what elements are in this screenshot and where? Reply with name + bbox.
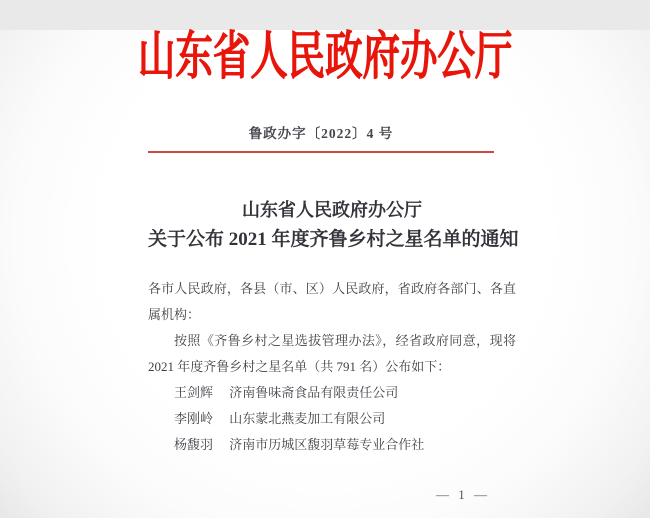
announcement-paragraph: 按照《齐鲁乡村之星选拔管理办法》，经省政府同意，现将 2021 年度齐鲁乡村之星名单（共 791 名）公布如下： — [148, 333, 516, 374]
letterhead-title: 山东省人民政府办公厅 — [137, 29, 513, 86]
list-item — [148, 406, 516, 432]
notice-title-line2: 关于公布 2021 年度齐鲁乡村之星名单的通知 — [148, 229, 519, 250]
red-divider-rule — [148, 151, 494, 153]
laureate-list — [148, 380, 516, 458]
document-body — [148, 195, 519, 458]
laureate-name: 杨馥羽 — [174, 437, 214, 452]
laureate-organization: 山东蒙北燕麦加工有限公司 — [229, 411, 386, 426]
page-number: — 1 — — [436, 487, 490, 502]
laureate-organization: 济南鲁味斋食品有限责任公司 — [229, 385, 399, 400]
list-item — [148, 432, 516, 458]
paragraphs — [148, 276, 516, 380]
list-item — [148, 380, 516, 406]
scanned-document-page — [0, 30, 650, 518]
laureate-name: 王剑辉 — [174, 385, 214, 400]
doc-number: 鲁政办字〔2022〕4 号 — [248, 126, 394, 141]
notice-title — [148, 195, 519, 255]
notice-title-line1: 山东省人民政府办公厅 — [242, 200, 422, 220]
salutation-paragraph: 各市人民政府，各县（市、区）人民政府，省政府各部门、各直属机构： — [148, 281, 516, 322]
laureate-organization: 济南市历城区馥羽草莓专业合作社 — [229, 437, 425, 452]
laureate-name: 李刚岭 — [174, 411, 214, 426]
doc-number-block — [148, 126, 494, 153]
